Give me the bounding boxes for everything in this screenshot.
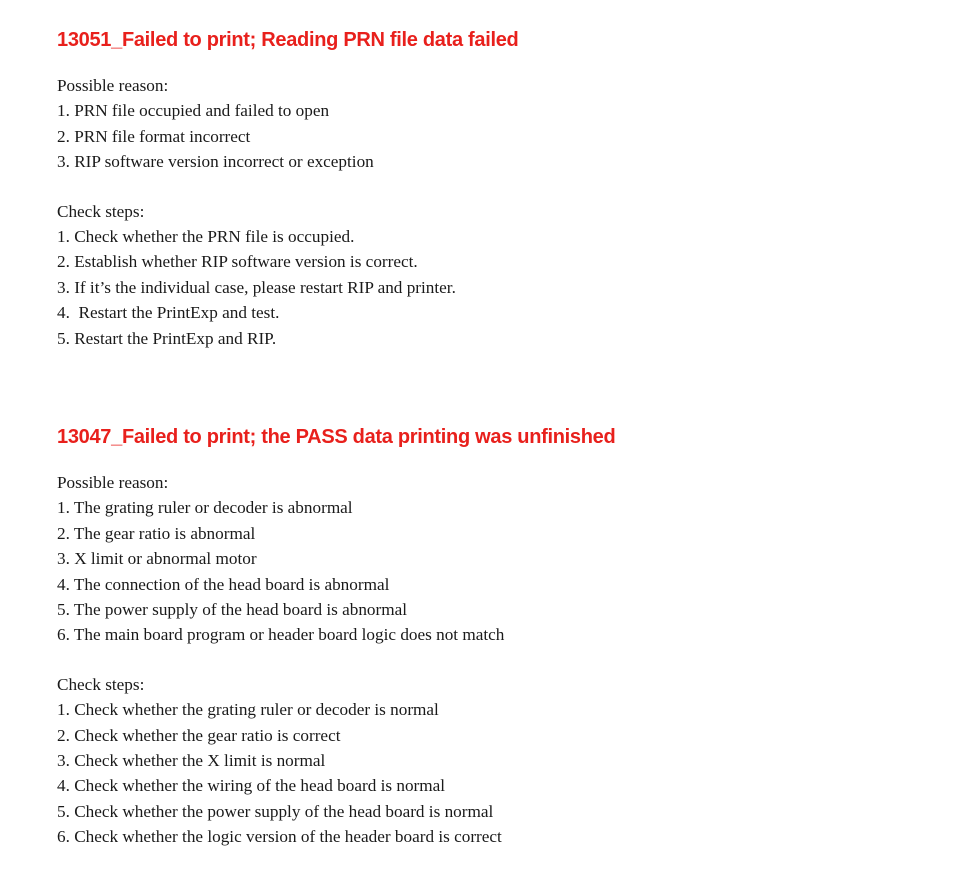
step-item: 5. Check whether the power supply of the head board is normal [57, 801, 494, 821]
reason-item: 3. X limit or abnormal motor [57, 549, 257, 569]
reasons-title: Possible reason: [57, 76, 169, 95]
step-item: 3. Check whether the X limit is normal [57, 750, 326, 770]
reason-item: 4. The connection of the head board is abnormal [57, 574, 390, 594]
step-item: 4. Check whether the wiring of the head board is normal [57, 776, 446, 796]
reason-item: 2. PRN file format incorrect [57, 126, 251, 146]
error-heading: 13051_Failed to print; Reading PRN file data failed [57, 29, 519, 51]
spacer [57, 53, 937, 73]
spacer [57, 450, 937, 470]
step-item: 2. Check whether the gear ratio is correct [57, 725, 341, 745]
step-item: 5. Restart the PrintExp and RIP. [57, 328, 277, 348]
reason-item: 1. The grating ruler or decoder is abnormal [57, 498, 353, 518]
spacer [57, 175, 937, 199]
steps-title: Check steps: [57, 201, 145, 221]
error-heading: 13047_Failed to print; the PASS data printing was unfinished [57, 426, 616, 448]
error-section-13051 [57, 27, 937, 351]
reason-item: 2. The gear ratio is abnormal [57, 523, 256, 543]
step-item: 2. Establish whether RIP software version is correct. [57, 252, 418, 272]
reason-item: 1. PRN file occupied and failed to open [57, 101, 330, 121]
step-item: 1. Check whether the PRN file is occupied. [57, 226, 355, 246]
spacer [57, 648, 937, 672]
error-section-13047 [57, 424, 937, 849]
step-item: 1. Check whether the grating ruler or decoder is normal [57, 700, 439, 720]
possible-reasons-block [57, 470, 937, 648]
check-steps-block [57, 199, 937, 351]
step-item: 6. Check whether the logic version of the header board is correct [57, 827, 502, 847]
reasons-title: Possible reason: [57, 473, 169, 492]
step-item: 3. If it’s the individual case, please restart RIP and printer. [57, 277, 456, 297]
reason-item: 6. The main board program or header board logic does not match [57, 625, 505, 645]
reason-item: 5. The power supply of the head board is abnormal [57, 599, 408, 619]
possible-reasons-block [57, 73, 937, 175]
reason-item: 3. RIP software version incorrect or exception [57, 152, 374, 172]
steps-title: Check steps: [57, 674, 145, 694]
step-item: 4. Restart the PrintExp and test. [57, 303, 280, 323]
check-steps-block [57, 672, 937, 850]
